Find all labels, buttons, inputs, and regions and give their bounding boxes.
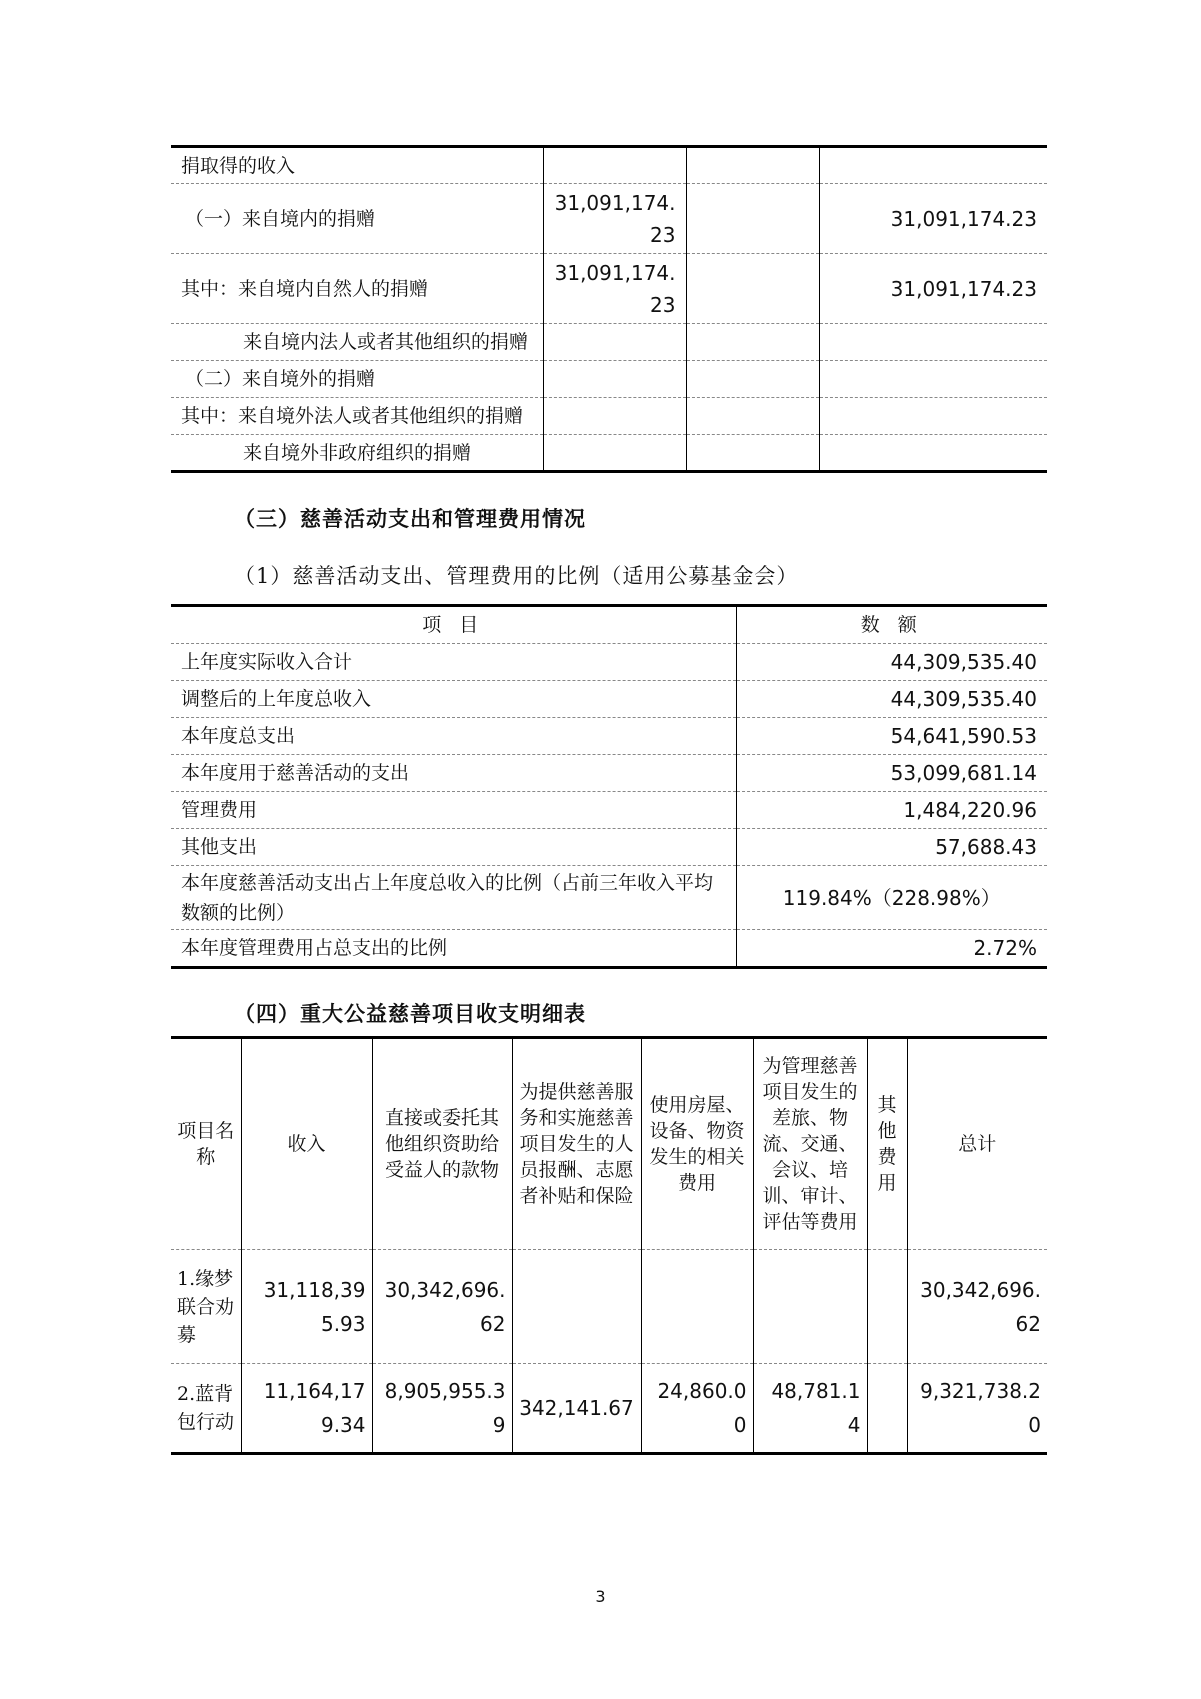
cell-value [686, 184, 819, 254]
table-header-row [171, 606, 1047, 644]
table-header-row [171, 1038, 1047, 1250]
table-row [171, 435, 1047, 472]
row-value: 54,641,590.53 [736, 718, 1047, 755]
project-income: 31,118,395.93 [241, 1250, 372, 1364]
row-label: 本年度管理费用占总支出的比例 [171, 930, 736, 968]
cell-value: 31,091,174.23 [819, 254, 1047, 324]
table-row [171, 792, 1047, 829]
table-row [171, 718, 1047, 755]
table-row [171, 254, 1047, 324]
table-row [171, 1364, 1047, 1454]
cell-value [686, 361, 819, 398]
section-subheading: （1）慈善活动支出、管理费用的比例（适用公募基金会） [234, 564, 799, 588]
row-label: 本年度总支出 [171, 718, 736, 755]
project-admin [753, 1250, 867, 1364]
cell-value [686, 324, 819, 361]
row-label: 上年度实际收入合计 [171, 644, 736, 681]
header-admin: 为管理慈善项目发生的差旅、物流、交通、会议、培训、审计、评估等费用 [753, 1038, 867, 1250]
cell-value: 31,091,174.23 [543, 254, 686, 324]
table-row [171, 829, 1047, 866]
row-label: 本年度慈善活动支出占上年度总收入的比例（占前三年收入平均数额的比例） [171, 866, 736, 930]
row-value: 44,309,535.40 [736, 644, 1047, 681]
project-other [867, 1364, 907, 1454]
row-value: 57,688.43 [736, 829, 1047, 866]
project-aid: 30,342,696.62 [372, 1250, 512, 1364]
cell-value [543, 435, 686, 472]
row-label: 来自境外非政府组织的捐赠 [171, 435, 543, 472]
project-name: 1.缘梦联合劝募 [171, 1250, 241, 1364]
header-income: 收入 [241, 1038, 372, 1250]
cell-value [819, 398, 1047, 435]
row-value: 1,484,220.96 [736, 792, 1047, 829]
header-staff: 为提供慈善服务和实施慈善项目发生的人员报酬、志愿者补贴和保险 [512, 1038, 641, 1250]
cell-value [686, 147, 819, 184]
row-label: （二）来自境外的捐赠 [171, 361, 543, 398]
cell-value [543, 147, 686, 184]
row-label: 捐取得的收入 [171, 147, 543, 184]
row-value: 53,099,681.14 [736, 755, 1047, 792]
project-total: 30,342,696.62 [907, 1250, 1047, 1364]
header-aid: 直接或委托其他组织资助给受益人的款物 [372, 1038, 512, 1250]
table-row [171, 398, 1047, 435]
table-row [171, 184, 1047, 254]
row-value: 2.72% [973, 936, 1037, 960]
project-other [867, 1250, 907, 1364]
cell-value [686, 435, 819, 472]
cell-value [819, 361, 1047, 398]
row-label: 其他支出 [171, 829, 736, 866]
row-label: 来自境内法人或者其他组织的捐赠 [171, 324, 543, 361]
project-name: 2.蓝背包行动 [171, 1364, 241, 1454]
header-item: 项 目 [171, 606, 736, 644]
header-amount: 数 额 [736, 606, 1047, 644]
row-label: 其中：来自境内自然人的捐赠 [171, 254, 543, 324]
project-income: 11,164,179.34 [241, 1364, 372, 1454]
cell-value [819, 435, 1047, 472]
project-aid: 8,905,955.39 [372, 1364, 512, 1454]
cell-value [686, 254, 819, 324]
expense-ratio-table [171, 604, 1047, 969]
row-value: 119.84%（228.98%） [736, 866, 1047, 930]
table-row [171, 755, 1047, 792]
table-row [171, 1250, 1047, 1364]
row-label: 其中：来自境外法人或者其他组织的捐赠 [171, 398, 543, 435]
cell-value [543, 361, 686, 398]
row-label: 调整后的上年度总收入 [171, 681, 736, 718]
project-total: 9,321,738.20 [920, 1379, 1041, 1437]
cell-value [686, 398, 819, 435]
table-row [171, 866, 1047, 930]
header-project-name: 项目名称 [171, 1038, 241, 1250]
header-total: 总计 [907, 1038, 1047, 1250]
section-heading: （四）重大公益慈善项目收支明细表 [234, 1002, 586, 1026]
table-row [171, 930, 1047, 968]
row-value: 44,309,535.40 [736, 681, 1047, 718]
table-row [171, 681, 1047, 718]
table-row [171, 644, 1047, 681]
row-label: （一）来自境内的捐赠 [171, 184, 543, 254]
project-detail-table [171, 1036, 1047, 1455]
project-facility: 24,860.00 [641, 1364, 753, 1454]
page-number: 3 [595, 1587, 606, 1606]
cell-value: 31,091,174.23 [819, 184, 1047, 254]
header-facility: 使用房屋、设备、物资发生的相关费用 [641, 1038, 753, 1250]
table-row [171, 324, 1047, 361]
cell-value [819, 147, 1047, 184]
cell-value [819, 324, 1047, 361]
header-other: 其他费用 [867, 1038, 907, 1250]
cell-value [543, 398, 686, 435]
table-row [171, 361, 1047, 398]
project-facility [641, 1250, 753, 1364]
project-staff [512, 1250, 641, 1364]
cell-value [543, 324, 686, 361]
section-heading: （三）慈善活动支出和管理费用情况 [234, 507, 586, 531]
row-label: 本年度用于慈善活动的支出 [171, 755, 736, 792]
table-row [171, 147, 1047, 184]
project-staff: 342,141.67 [512, 1364, 641, 1454]
donation-income-table [171, 145, 1047, 473]
project-admin: 48,781.14 [753, 1364, 867, 1454]
cell-value: 31,091,174.23 [543, 184, 686, 254]
row-label: 管理费用 [171, 792, 736, 829]
